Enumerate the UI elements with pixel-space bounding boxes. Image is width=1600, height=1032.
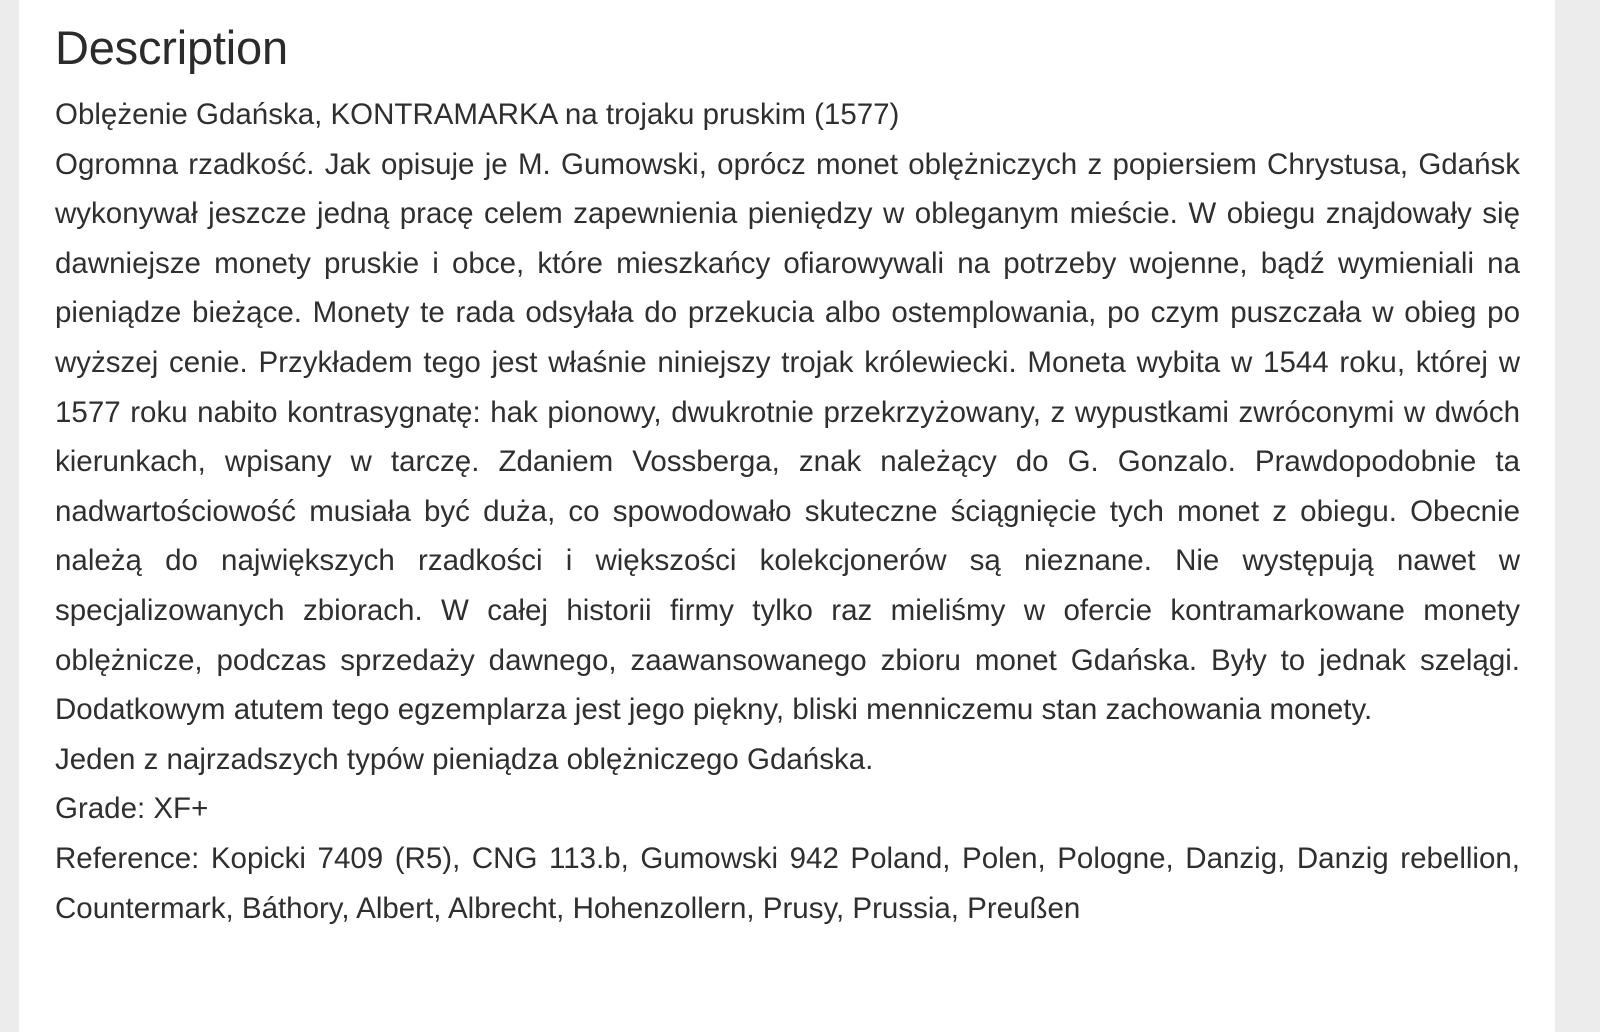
- rarity-note: Jeden z najrzadszych typów pieniądza oblężniczego Gdańska.: [55, 742, 874, 776]
- reference-line: Reference: Kopicki 7409 (R5), CNG 113.b, Gumowski 942 Poland, Polen, Pologne, Danzig, Danzig rebellion, Countermark, Báthory, Albert, Albrecht, Hohenzollern, Prusy, Prussia, Preußen: [55, 841, 1520, 925]
- description-content: [55, 90, 1520, 933]
- grade-line: Grade: XF+: [55, 792, 209, 826]
- description-body: Ogromna rzadkość. Jak opisuje je M. Gumowski, oprócz monet oblężniczych z popiersiem Chrystusa, Gdańsk wykonywał jeszcze jedną pracę celem zapewnienia pieniędzy w obleganym mieście. W obiegu znajdowały się dawniejsze monety pruskie i obce, które mieszkańcy ofiarowywali na potrzeby wojenne, bądź wymieniali na pieniądze bieżące. Monety te rada odsyłała do przekucia albo ostemplowania, po czym puszczała w obieg po wyższej cenie. Przykładem tego jest właśnie niniejszy trojak królewiecki. Moneta wybita w 1544 roku, której w 1577 roku nabito kontrasygnatę: hak pionowy, dwukrotnie przekrzyżowany, z wypustkami zwróconymi w dwóch kierunkach, wpisany w tarczę. Zdaniem Vossberga, znak należący do G. Gonzalo. Prawdopodobnie ta nadwartościowość musiała być duża, co spowodowało skuteczne ściągnięcie tych monet z obiegu. Obecnie należą do największych rzadkości i większości kolekcjonerów są nieznane. Nie występują nawet w specjalizowanych zbiorach. W całej historii firmy tylko raz mieliśmy w ofercie kontramarkowane monety oblężnicze, podczas sprzedaży dawnego, zaawansowanego zbioru monet Gdańska. Były to jednak szelągi. Dodatkowym atutem tego egzemplarza jest jego piękny, bliski menniczemu stan zachowania monety.: [55, 147, 1520, 727]
- description-title-line: Oblężenie Gdańska, KONTRAMARKA na trojaku pruskim (1577): [55, 98, 900, 131]
- section-heading: Description: [55, 21, 288, 74]
- description-panel: [19, 0, 1555, 1032]
